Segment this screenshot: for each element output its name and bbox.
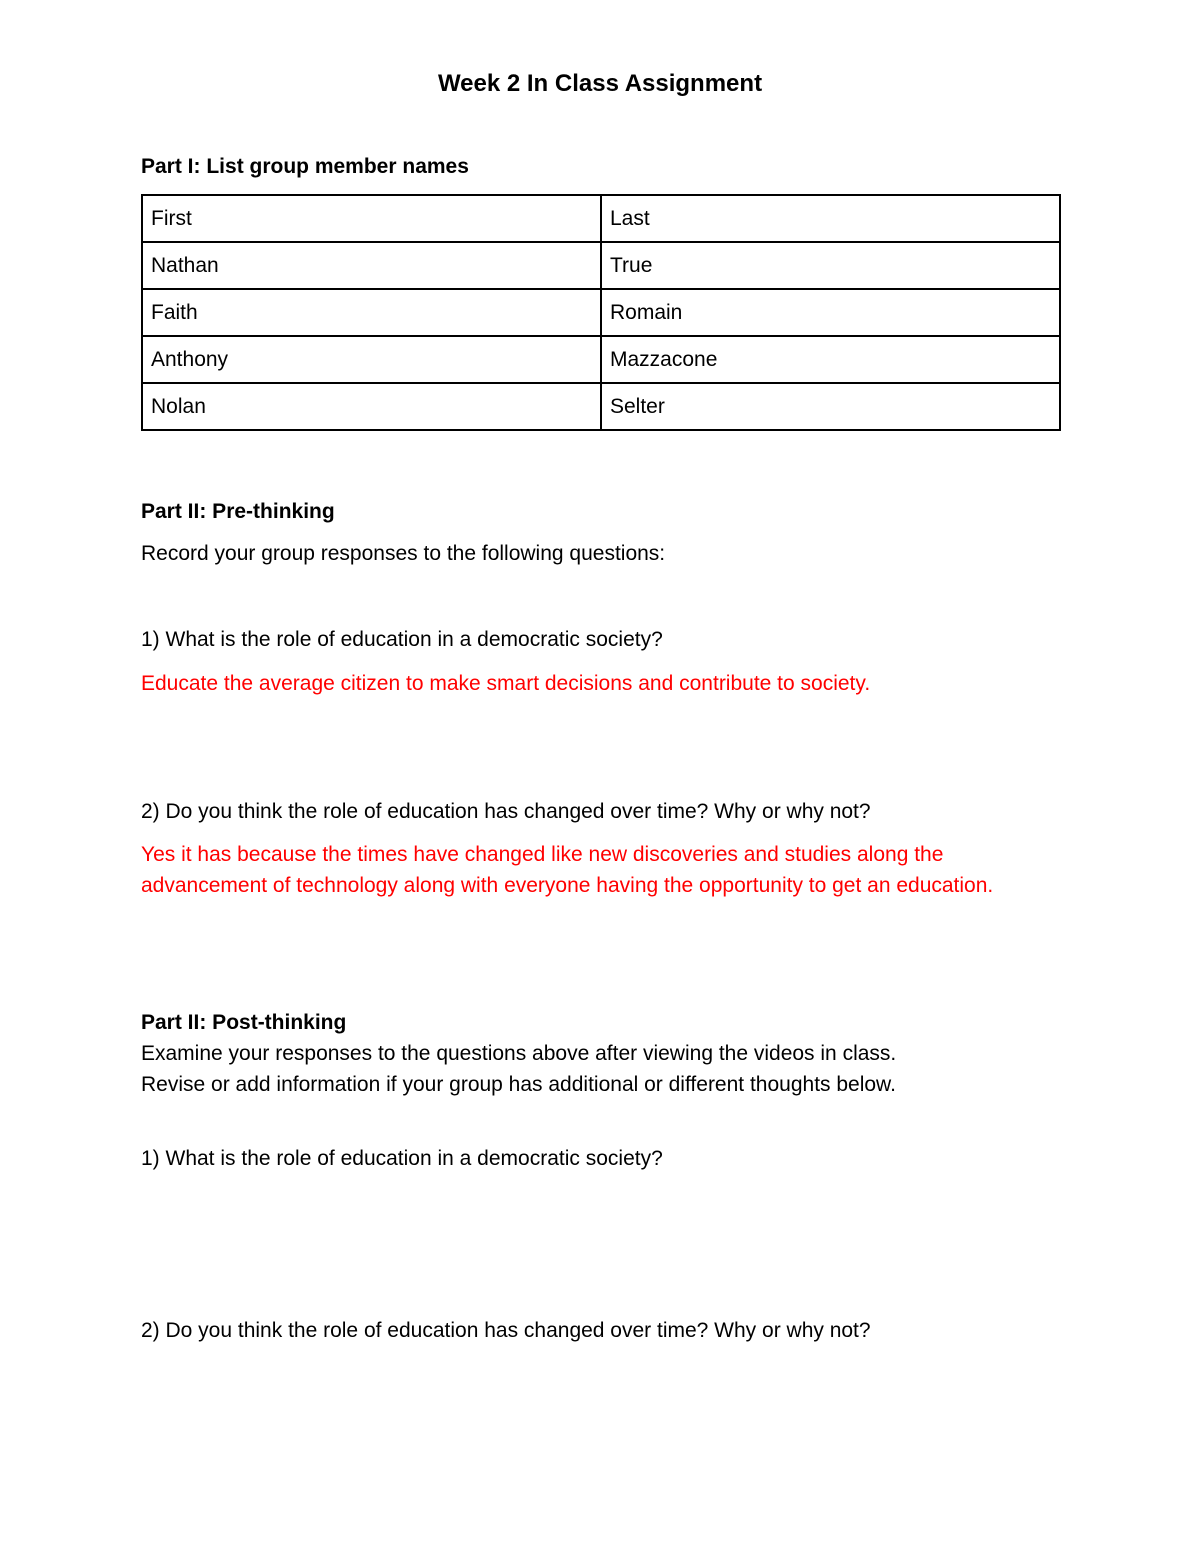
pre-question-1: 1) What is the role of education in a democratic society? <box>141 628 663 651</box>
page-title: Week 2 In Class Assignment <box>437 70 763 97</box>
post-question-1: 1) What is the role of education in a democratic society? <box>141 1147 663 1170</box>
header-first: First <box>142 195 601 242</box>
first-name-cell: Nathan <box>142 242 601 289</box>
pre-instructions: Record your group responses to the following questions: <box>141 542 666 565</box>
first-name-cell: Anthony <box>142 336 601 383</box>
pre-answer-2: Yes it has because the times have changed like new discoveries and studies along the advancement of technology along with everyone having the opportunity to get an education. <box>141 843 994 897</box>
pre-answer-1: Educate the average citizen to make smart decisions and contribute to society. <box>141 672 871 695</box>
first-name-cell: Faith <box>142 289 601 336</box>
part2-pre-heading: Part II: Pre-thinking <box>141 500 335 523</box>
group-members-table <box>141 194 1061 431</box>
post-question-2: 2) Do you think the role of education has changed over time? Why or why not? <box>141 1319 871 1342</box>
first-name-cell: Nolan <box>142 383 601 430</box>
pre-question-2: 2) Do you think the role of education has changed over time? Why or why not? <box>141 800 871 823</box>
table-row <box>142 336 1060 383</box>
last-name-cell: Selter <box>601 383 1060 430</box>
post-instructions-line-2: Revise or add information if your group has additional or different thoughts below. <box>141 1073 896 1096</box>
part1-heading: Part I: List group member names <box>141 155 469 178</box>
table-row <box>142 242 1060 289</box>
table-row <box>142 383 1060 430</box>
header-last: Last <box>601 195 1060 242</box>
post-instructions-line-1: Examine your responses to the questions above after viewing the videos in class. <box>141 1042 897 1065</box>
table-header-row <box>142 195 1060 242</box>
last-name-cell: Romain <box>601 289 1060 336</box>
last-name-cell: True <box>601 242 1060 289</box>
last-name-cell: Mazzacone <box>601 336 1060 383</box>
part2-post-heading: Part II: Post-thinking <box>141 1011 347 1034</box>
table-row <box>142 289 1060 336</box>
